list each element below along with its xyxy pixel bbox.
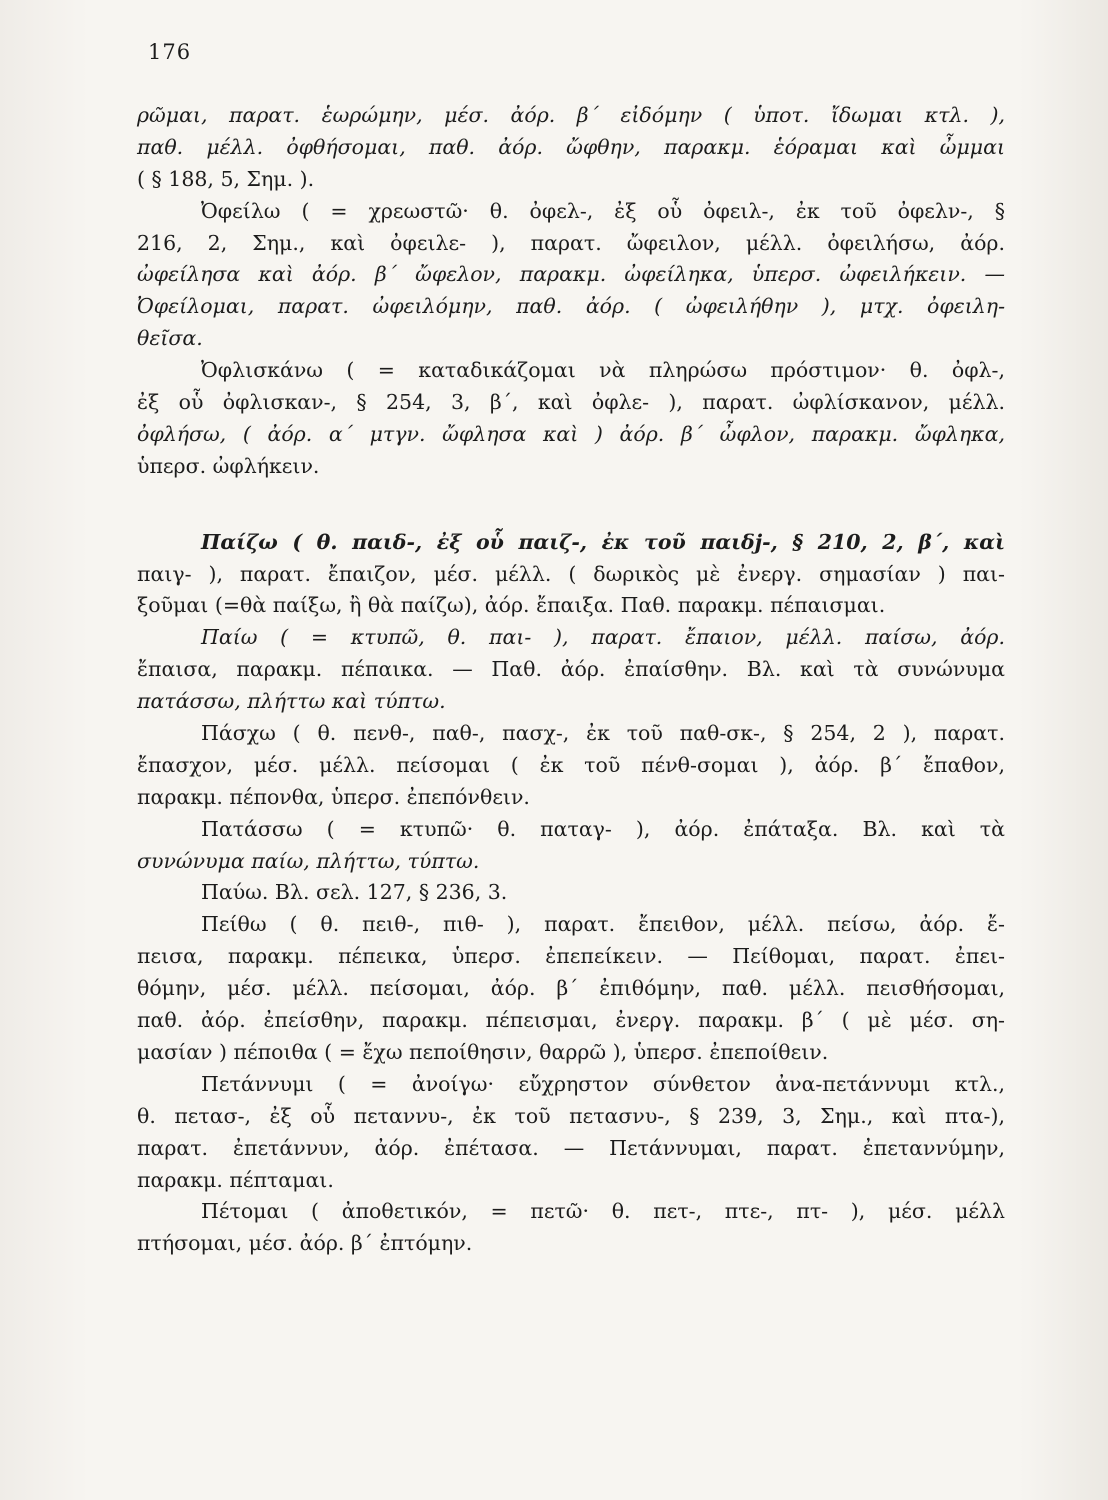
- entry-petomai: Πέτομαι ( ἀποθετικόν, = πετῶ· θ. πετ-, πτε-, πτ- ), μέσ. μέλλ: [201, 1199, 1005, 1224]
- text-line: ἐξ οὗ ὀφλισκαν-, § 254, 3, β΄, καὶ ὀφλε- ), παρατ. ὠφλίσκανον, μέλλ.: [137, 390, 1005, 415]
- entry-oflisakno: Ὀφλισκάνω ( = καταδικάζομαι νὰ πληρώσω πρόστιμον· θ. ὀφλ-,: [201, 358, 1005, 383]
- text-line: παθ. μέλλ. ὀφθήσομαι, παθ. ἀόρ. ὤφθην, παρακμ. ἑόραμαι καὶ ὦμμαι: [137, 134, 1005, 159]
- text-line: παθ. ἀόρ. ἐπείσθην, παρακμ. πέπεισμαι, ἐνεργ. παρακμ. β΄ ( μὲ μέσ. ση-: [137, 1008, 1005, 1033]
- text-line: θόμην, μέσ. μέλλ. πείσομαι, ἀόρ. β΄ ἐπιθόμην, παθ. μέλλ. πεισθήσομαι,: [137, 976, 1005, 1001]
- dictionary-text: [137, 100, 1005, 1260]
- entry-ofeilo: Ὀφείλω ( = χρεωστῶ· θ. ὀφελ-, ἐξ οὗ ὀφειλ-, ἐκ τοῦ ὀφελν-, §: [201, 198, 1005, 223]
- entry-paio: Παίω ( = κτυπῶ, θ. παι- ), παρατ. ἔπαιον, μέλλ. παίσω, ἀόρ.: [201, 625, 1005, 650]
- text-line: συνώνυμα παίω, πλήττω, τύπτω.: [137, 848, 480, 873]
- page-number: 176: [148, 40, 192, 64]
- entry-peitho: Πείθω ( θ. πειθ-, πιθ- ), παρατ. ἔπειθον, μέλλ. πείσω, ἀόρ. ἔ-: [201, 912, 1005, 937]
- text-line: θ. πετασ-, ἐξ οὗ πεταννυ-, ἐκ τοῦ πετασνυ-, § 239, 3, Σημ., καὶ πτα-),: [137, 1103, 1005, 1128]
- text-line: πατάσσω, πλήττω καὶ τύπτω.: [137, 689, 446, 714]
- section-gap: [137, 483, 1005, 527]
- text-line: ( § 188, 5, Σημ. ).: [137, 166, 315, 191]
- text-line: παρατ. ἐπετάννυν, ἀόρ. ἐπέτασα. — Πετάννυμαι, παρατ. ἐπεταννύμην,: [137, 1135, 1005, 1160]
- entry-pascho: Πάσχω ( θ. πενθ-, παθ-, πασχ-, ἐκ τοῦ παθ-σκ-, § 254, 2 ), παρατ.: [201, 721, 1005, 746]
- text-line: ξοῦμαι (=θὰ παίξω, ἢ θὰ παίζω), ἀόρ. ἔπαιξα. Παθ. παρακμ. πέπαισμαι.: [137, 593, 886, 618]
- text-line: Ὀφείλομαι, παρατ. ὠφειλόμην, παθ. ἀόρ. ( ὠφειλήθην ), μτχ. ὀφειλη-: [137, 294, 1005, 319]
- text-line: θεῖσα.: [137, 326, 203, 351]
- text-line: ὑπερσ. ὠφλήκειν.: [137, 453, 320, 478]
- text-line: παρακμ. πέπταμαι.: [137, 1167, 334, 1192]
- entry-petannymi: Πετάννυμι ( = ἀνοίγω· εὔχρηστον σύνθετον ἀνα-πετάννυμι κτλ.,: [201, 1071, 1005, 1096]
- text-line: ὠφείλησα καὶ ἀόρ. β΄ ὤφελον, παρακμ. ὠφείληκα, ὑπερσ. ὠφειλήκειν. —: [137, 262, 1005, 287]
- text-line: ὀφλήσω, ( ἀόρ. α΄ μτγν. ὤφλησα καὶ ) ἀόρ. β΄ ὦφλον, παρακμ. ὤφληκα,: [137, 421, 1005, 446]
- text-line: ρῶμαι, παρατ. ἑωρώμην, μέσ. ἀόρ. β΄ εἰδόμην ( ὑποτ. ἴδωμαι κτλ. ),: [137, 103, 1005, 127]
- entry-paizo: Παίζω ( θ. παιδ-, ἐξ οὗ παιζ-, ἐκ τοῦ παιδj-, § 210, 2, β΄, καὶ: [201, 529, 1005, 554]
- text-line: μασίαν ) πέποιθα ( = ἔχω πεποίθησιν, θαρρῶ ), ὑπερσ. ἐπεποίθειν.: [137, 1039, 829, 1064]
- text-line: 216, 2, Σημ., καὶ ὀφειλε- ), παρατ. ὤφειλον, μέλλ. ὀφειλήσω, ἀόρ.: [137, 230, 1005, 255]
- entry-pavo: Παύω. Βλ. σελ. 127, § 236, 3.: [201, 880, 508, 905]
- text-line: ἔπαισα, παρακμ. πέπαικα. — Παθ. ἀόρ. ἐπαίσθην. Βλ. καὶ τὰ συνώνυμα: [137, 657, 1005, 682]
- text-line: πεισα, παρακμ. πέπεικα, ὑπερσ. ἐπεπείκειν. — Πείθομαι, παρατ. ἐπει-: [137, 944, 1005, 969]
- entry-patasso: Πατάσσω ( = κτυπῶ· θ. παταγ- ), ἀόρ. ἐπάταξα. Βλ. καὶ τὰ: [201, 816, 1005, 841]
- text-line: παιγ- ), παρατ. ἔπαιζον, μέσ. μέλλ. ( δωρικὸς μὲ ἐνεργ. σημασίαν ) παι-: [137, 561, 1005, 586]
- text-line: παρακμ. πέπονθα, ὑπερσ. ἐπεπόνθειν.: [137, 784, 530, 809]
- text-line: πτήσομαι, μέσ. ἀόρ. β΄ ἐπτόμην.: [137, 1231, 473, 1256]
- text-line: ἔπασχον, μέσ. μέλλ. πείσομαι ( ἐκ τοῦ πένθ-σομαι ), ἀόρ. β΄ ἔπαθον,: [137, 752, 1005, 777]
